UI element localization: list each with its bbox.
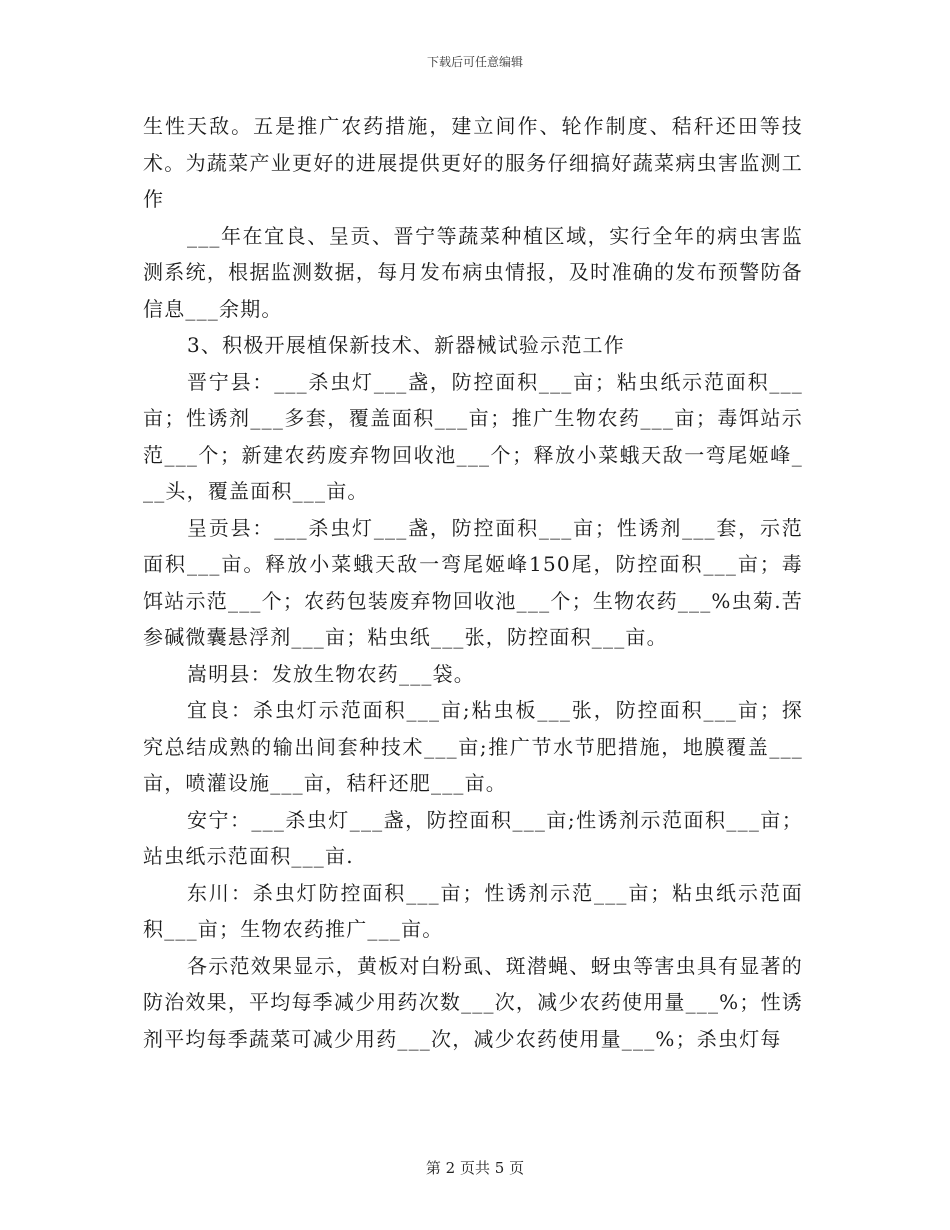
paragraph-dongchuan: 东川：杀虫灯防控面积___亩；性诱剂示范___亩；粘虫纸示范面积___亩；生物农药推广___亩。 — [143, 880, 803, 941]
section-heading: 3、积极开展植保新技术、新器械试验示范工作 — [187, 333, 625, 357]
paragraph-anning: 安宁：___杀虫灯___盏，防控面积___亩;性诱剂示范面积___亩；站虫纸示范面积___亩. — [143, 807, 803, 868]
page-header: 下载后可任意编辑 — [426, 55, 523, 69]
paragraph-yiliang: 宜良：杀虫灯示范面积___亩;粘虫板___张，防控面积___亩；探究总结成熟的输出间套种技术___亩;推广节水节肥措施，地膜覆盖___亩，喷灌设施___亩，秸秆还肥___亩。 — [143, 698, 803, 795]
paragraph-jinning: 晋宁县：___杀虫灯___盏，防控面积___亩；粘虫纸示范面积___亩；性诱剂___多套，覆盖面积___亩；推广生物农药___亩；毒饵站示范___个；新建农药废弃物回收池___个；释放小菜蛾天敌一弯尾姬峰___头，覆盖面积___亩。 — [143, 369, 803, 503]
document-body — [143, 108, 803, 1057]
paragraph-songming: 嵩明县：发放生物农药___袋。 — [187, 661, 475, 686]
paragraph-results: 各示范效果显示，黄板对白粉虱、斑潜蝇、蚜虫等害虫具有显著的防治效果，平均每季减少用药次数___次，减少农药使用量___%；性诱剂平均每季蔬菜可减少用药___次，减少农药使用量___%；杀虫灯每 — [143, 953, 803, 1051]
paragraph: 生性天敌。五是推广农药措施，建立间作、轮作制度、秸秆还田等技术。为蔬菜产业更好的进展提供更好的服务仔细搞好蔬菜病虫害监测工作 — [143, 114, 803, 211]
paragraph: ___年在宜良、呈贡、晋宁等蔬菜种植区域，实行全年的病虫害监测系统，根据监测数据，每月发布病虫情报，及时准确的发布预警防备信息___余期。 — [143, 223, 803, 321]
paragraph-chenggong: 呈贡县：___杀虫灯___盏，防控面积___亩；性诱剂___套，示范面积___亩。释放小菜蛾天敌一弯尾姬峰150尾，防控面积___亩；毒饵站示范___个；农药包装废弃物回收池___个；生物农药___%虫菊.苦参碱微囊悬浮剂___亩；粘虫纸___张，防控面积___亩。 — [143, 515, 803, 649]
page-footer: 第 2 页共 5 页 — [425, 1159, 525, 1177]
